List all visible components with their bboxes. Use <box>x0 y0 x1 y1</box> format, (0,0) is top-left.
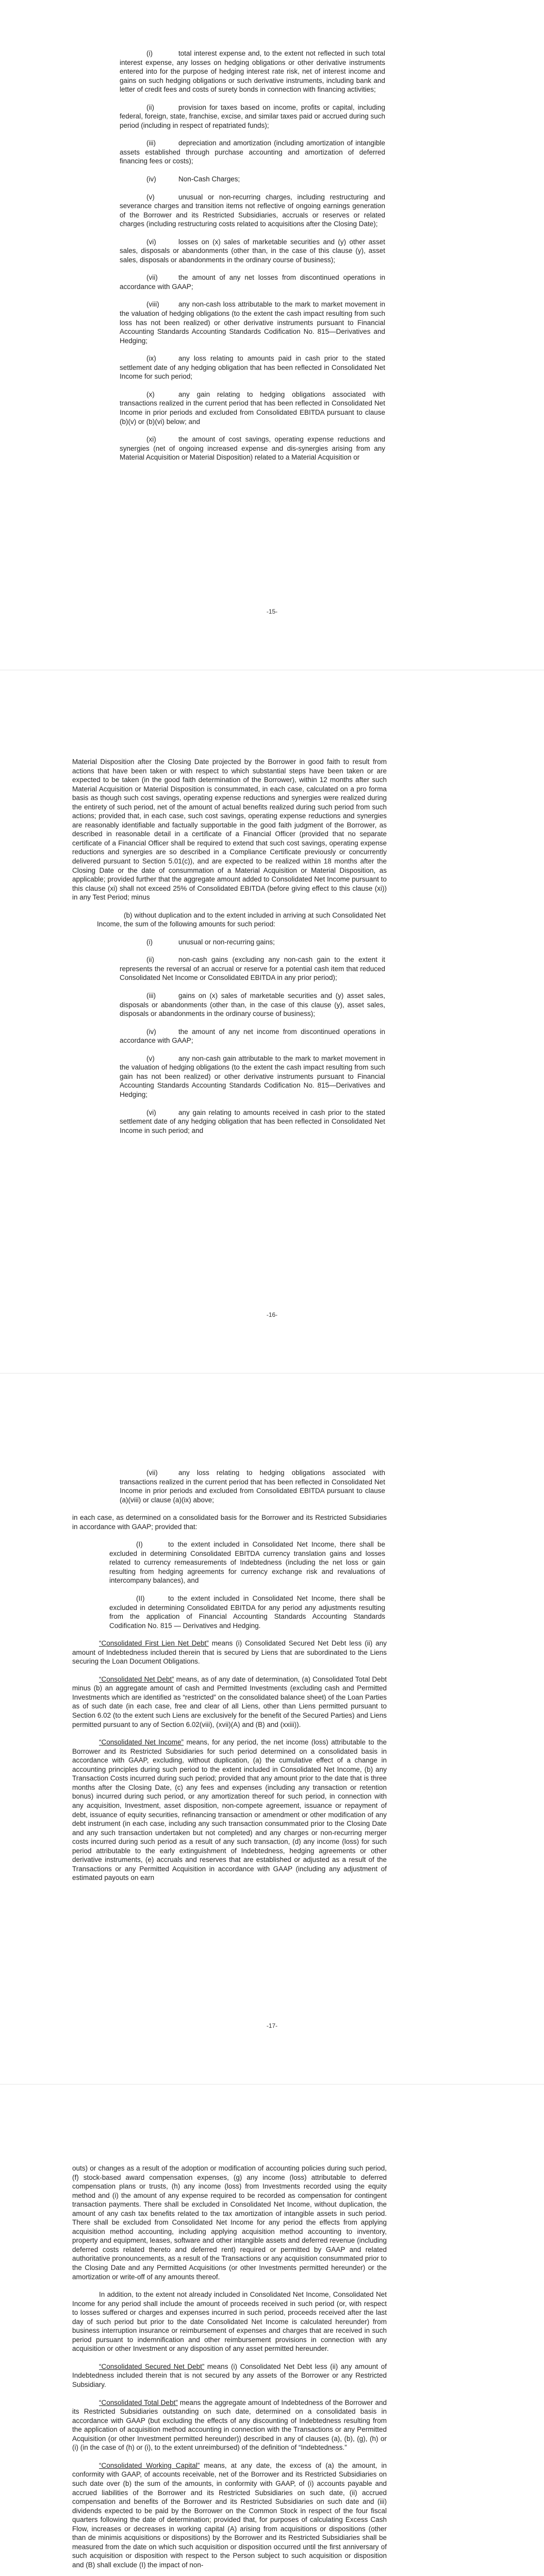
clause-b-lead: (b) without duplication and to the extent included in arriving at such Consolidated Net Income, the sum of the following amounts for such period: <box>97 911 386 928</box>
list-item <box>0 938 385 947</box>
list-item <box>0 955 385 982</box>
item-text: Non-Cash Charges; <box>178 175 240 183</box>
definition-secured-net-debt <box>0 2362 387 2389</box>
defined-term: “Consolidated Net Income” <box>99 1738 184 1747</box>
list-item <box>0 175 385 184</box>
page-16 <box>0 757 544 1144</box>
definition-text: means, for any period, the net income (loss) attributable to the Borrower and its Restricted Subsidiaries for such period determined on a consolidated basis in accordance with GAAP, excluding, without duplication, (a) the cumulative effect of a change in accounting principles during such period to the extent included in Consolidated Net Income, (b) any Transaction Costs incurred during such period; provided that any amount prior to the date that is three months after the Closing Date, (c) any fees and expenses (including any transaction or retention bonus) incurred during such period, or any amortization thereof for such period, in connection with any acquisition, Investment, asset disposition, non-compete agreement, issuance or repayment of debt, issuance of equity securities, refinancing transaction or amendment or other modification of any debt instrument (in each case, including any such transaction consummated prior to the Closing Date and any such transaction undertaken but not completed) and any charges or non-recurring merger costs incurred during such period as a result of any such transaction, (d) any income (loss) for such period attributable to the early extinguishment of Indebtedness, hedging agreements or other derivative instruments, (e) accruals and reserves that are established or adjusted as a result of the Transactions or any Permitted Acquisition in accordance with GAAP (including any adjustment of estimated payouts on earn <box>72 1738 387 1882</box>
list-item <box>0 354 385 381</box>
page-number: -15- <box>266 608 278 615</box>
list-item <box>0 193 385 229</box>
definition-working-capital <box>0 2461 387 2570</box>
item-text: unusual or non-recurring gains; <box>178 938 275 946</box>
definition-first-lien-net-debt <box>0 1639 387 1666</box>
clause-b-items <box>0 938 544 1135</box>
page-number: -16- <box>266 1311 278 1318</box>
item-text: total interest expense and, to the extent not reflected in such total interest expense, any losses on hedging obligations or other derivative instruments entered into for the purpose of hedging interest rate risk, net of interest income and gains on such hedging obligations or such derivative instruments, including bank and letter of credit fees and costs of surety bonds in connection with financing activities; <box>120 49 385 94</box>
item-number: (iii) <box>146 139 156 147</box>
clause-b-item-vii <box>0 1468 385 1504</box>
list-item <box>0 49 385 94</box>
list-item <box>0 238 385 265</box>
item-number: (i) <box>146 49 153 57</box>
item-number: (ix) <box>146 354 156 363</box>
clause-a-items <box>0 49 544 462</box>
addition-paragraph: In addition, to the extent not already included in Consolidated Net Income, Consolidated Net Income for any period shall include the amount of proceeds received in such period (or, with respect to losses suffered or charges and expenses incurred in such period, proceeds received after the last day of such period but prior to the date Consolidated Net Income is calculated hereunder) from business interruption insurance or reimbursement of expenses and charges that are received in such period pursuant to indemnification and other reimbursement provisions in connection with any acquisition or other Investment or any disposition of any asset permitted hereunder. <box>72 2291 387 2353</box>
item-text: losses on (x) sales of marketable securities and (y) other asset sales, disposals or abandonments (other than, in the case of this clause (y), asset sales, disposals or abandonments in the ordinary course of business); <box>120 238 385 264</box>
defined-term: “Consolidated Secured Net Debt” <box>99 2362 205 2370</box>
item-number: (iv) <box>146 1027 156 1036</box>
item-number: (iii) <box>146 992 156 1000</box>
item-text: unusual or non-recurring charges, including restructuring and severance charges and transition items not reflective of ongoing earnings generation of the Borrower and its Restricted Subsidiaries, accruals or reserves or related charges (including restructuring costs related to acquisitions after the Closing Date); <box>120 193 385 228</box>
list-item <box>0 1108 385 1136</box>
item-number: (vi) <box>146 1108 156 1116</box>
item-text: any non-cash loss attributable to the mark to market movement in the valuation of hedging obligations (to the extent the cash impact resulting from such loss has not been realized) or other derivative instruments pursuant to Financial Accounting Standards Accounting Standards Codification No. 815—Derivatives and Hedging; <box>120 300 385 345</box>
definition-text: means the aggregate amount of Indebtedness of the Borrower and its Restricted Subsidiaries outstanding on such date, determined on a consolidated basis in accordance with GAAP (but excluding the effects of any discounting of Indebtedness resulting from the application of acquisition method accounting in connection with the Transactions or any Permitted Acquisition (or other Investment permitted hereunder)) described in any of clauses (a), (b), (g), (h) or (i) (in the case of (h) or (i), to the extent unreimbursed) of the definition of “Indebtedness.” <box>72 2398 387 2452</box>
item-number: (vii) <box>146 1469 158 1477</box>
definition-text: means, at any date, the excess of (a) the amount, in conformity with GAAP, of accounts receivable, net of the Borrower and its Restricted Subsidiaries on such date over (b) the sum of the amounts, in conformity with GAAP, of (i) accounts payable and accrued liabilities of the Borrower and its Restricted Subsidiaries on such date, (ii) accrued compensation and benefits of the Borrower and its Restricted Subsidiaries on such date and (iii) dividends expected to be paid by the Borrower on the Common Stock in respect of the four fiscal quarters following the date of determination; provided that, for purposes of calculating Excess Cash Flow, increases or decreases in working capital (A) arising from acquisitions or dispositions (other than de minimis acquisitions or dispositions) by the Borrower and its Restricted Subsidiaries shall be measured from the date on which such acquisition or disposition occurred until the first anniversary of such acquisition or disposition with respect to the Person subject to such acquisition or disposition and (B) shall exclude (I) the impact of non- <box>72 2461 387 2569</box>
item-text: any loss relating to hedging obligations associated with transactions realized in the current period that has been reflected in Consolidated Net Income in prior periods and excluded from Consolidated EBITDA pursuant to clause (a)(viii) or clause (a)(ix) above; <box>120 1469 385 1504</box>
item-number: (ii) <box>146 103 154 111</box>
list-item <box>0 991 385 1019</box>
item-number: (v) <box>146 1054 155 1062</box>
item-text: to the extent included in Consolidated Net Income, there shall be excluded in determining Consolidated EBITDA for any period any adjustments resulting from the application of Financial Accounting Standards Accounting Standards Codification No. 815 — Derivatives and Hedging. <box>109 1595 385 1630</box>
list-item <box>0 273 385 291</box>
item-text: to the extent included in Consolidated Net Income, there shall be excluded in determining Consolidated EBITDA currency translation gains and losses related to currency remeasurements of Indebtedness (including the net loss or gain resulting from hedging agreements for currency exchange risk and revaluations of intercompany balances), and <box>109 1540 385 1585</box>
item-number: (i) <box>146 938 153 946</box>
list-item <box>0 1594 385 1630</box>
list-item <box>0 1027 385 1045</box>
item-number: (vii) <box>146 274 158 282</box>
page-number: -17- <box>266 2022 278 2029</box>
definition-total-debt <box>0 2398 387 2452</box>
page-17 <box>0 1468 544 1891</box>
item-text: the amount of any net losses from discontinued operations in accordance with GAAP; <box>120 274 385 291</box>
list-item <box>0 1054 385 1099</box>
item-text: gains on (x) sales of marketable securities and (y) asset sales, disposals or abandonments (other than, in the case of this clause (y), asset sales, disposals or abandonments in the ordinary course of business); <box>120 992 385 1018</box>
list-item <box>0 300 385 345</box>
item-text: any loss relating to amounts paid in cash prior to the stated settlement date of any hedging obligation that has been reflected in Consolidated Net Income for such period; <box>120 354 385 381</box>
item-text: provision for taxes based on income, profits or capital, including federal, foreign, state, franchise, excise, and similar taxes paid or accrued during such period (including in respect of repatriated funds); <box>120 103 385 129</box>
item-number: (iv) <box>146 175 156 183</box>
item-text: any gain relating to amounts received in cash prior to the stated settlement date of any hedging obligation that has been reflected in Consolidated Net Income in such period; and <box>120 1108 385 1134</box>
defined-term: “Consolidated Working Capital” <box>99 2461 200 2469</box>
definition-net-debt <box>0 1675 387 1729</box>
continuation-paragraph: Material Disposition after the Closing Date projected by the Borrower in good faith to result from actions that have been taken or with respect to which substantial steps have been taken or are expected to be taken (in the good faith determination of the Borrower), within 12 months after such Material Acquisition or Material Disposition is consummated, in each case, calculated on a pro forma basis as though such cost savings, operating expense reductions and synergies were realized during the entirety of such period, net of the amount of actual benefits realized during such period from such actions; provided that, in each case, such cost savings, operating expense reductions and synergies are reasonably identifiable and factually supportable in the good faith judgment of the Borrower, as described in reasonable detail in a certificate of a Financial Officer (provided that no separate certificate of a Financial Officer shall be required to extend that such cost savings, operating expense reductions and synergies are so described in a Compliance Certificate previously or concurrently delivered pursuant to Section 5.01(c)), and are expected to be realized within 18 months after the Closing Date or the date of consummation of a Material Acquisition or Material Disposition, as applicable; provided further that the aggregate amount added to Consolidated Net Income pursuant to this clause (xi) shall not exceed 25% of Consolidated EBITDA (before giving effect to this clause (xi)) in any Test Period; minus <box>72 758 387 902</box>
item-number: (ii) <box>146 956 154 964</box>
item-number: (vi) <box>146 238 156 246</box>
continuation-paragraph: outs) or changes as a result of the adoption or modification of accounting policies during such period, (f) stock-based award compensation expenses, (g) any income (loss) attributable to deferred compensation plans or trusts, (h) any income (loss) from Investments recorded using the equity method and (i) the amount of any expense required to be recorded as compensation for contingent transaction payments. There shall be excluded in Consolidated Net Income, without duplication, the amount of any cash tax benefits related to the tax amortization of intangible assets in such period. There shall be excluded from Consolidated Net Income for any period the effects from applying acquisition method accounting, including applying acquisition method accounting to inventory, property and equipment, leases, software and other intangible assets and deferred revenue (including deferred costs related thereto and deferred rent) required or permitted by GAAP and related authoritative pronouncements, as a result of the Transactions or any acquisition consummated prior to the Closing Date and any Permitted Acquisitions (or other Investments permitted hereunder) or the amortization or write-off of any amounts thereof. <box>72 2164 387 2281</box>
list-item <box>0 390 385 426</box>
list-item <box>0 139 385 166</box>
page-divider <box>0 1373 544 1374</box>
item-text: the amount of any net income from discontinued operations in accordance with GAAP; <box>120 1027 385 1045</box>
item-number: (I) <box>136 1540 143 1549</box>
in-each-case-paragraph: in each case, as determined on a consolidated basis for the Borrower and its Restricted Subsidiaries in accordance with GAAP; provided that: <box>72 1514 387 1531</box>
item-number: (x) <box>146 390 155 398</box>
item-text: depreciation and amortization (including amortization of intangible assets established through purchase accounting and amortization of deferred financing fees or costs); <box>120 139 385 165</box>
item-number: (viii) <box>146 300 159 309</box>
definition-text: means (i) Consolidated Secured Net Debt less (ii) any amount of Indebtedness included therein that is secured by Liens that are subordinated to the Liens securing the Loan Document Obligations. <box>72 1639 387 1666</box>
definition-net-income <box>0 1738 387 1883</box>
item-text: non-cash gains (excluding any non-cash gain to the extent it represents the reversal of an accrual or reserve for a potential cash item that reduced Consolidated Net Income or Consolidated EBITDA in any prior period); <box>120 956 385 982</box>
page-15 <box>0 49 544 471</box>
list-item <box>0 435 385 462</box>
proviso-items <box>0 1540 544 1630</box>
item-number: (xi) <box>146 435 156 444</box>
defined-term: “Consolidated Total Debt” <box>99 2398 178 2406</box>
definition-text: means (i) Consolidated Net Debt less (ii) any amount of Indebtedness included therein that is not secured by any assets of the Borrower or any Restricted Subsidiary. <box>72 2362 387 2389</box>
definition-text: means, as of any date of determination, (a) Consolidated Total Debt minus (b) an aggregate amount of cash and Permitted Investments (excluding cash and Permitted Investments which are identified as “restricted” on the consolidated balance sheet) of the Loan Parties as of such date (in each case, free and clear of all Liens, other than Liens permitted pursuant to Section 6.02 (to the extent such Liens are exclusively for the benefit of the Secured Parties) and Liens permitted pursuant to any of Section 6.02(viii), (xvii)(A) and (B) and (xxiii)). <box>72 1675 387 1728</box>
item-number: (II) <box>136 1595 145 1603</box>
item-text: the amount of cost savings, operating expense reductions and synergies (net of ongoing increased expense and dis-synergies arising from any Material Acquisition or Material Disposition) related to a Material Acquisition or <box>120 435 385 462</box>
defined-term: “Consolidated Net Debt” <box>99 1675 174 1683</box>
defined-term: “Consolidated First Lien Net Debt” <box>99 1639 209 1648</box>
item-number: (v) <box>146 193 155 201</box>
list-item <box>0 1540 385 1585</box>
item-text: any non-cash gain attributable to the mark to market movement in the valuation of hedging obligations (to the extent the cash impact resulting from such gain has not been realized) or other derivative instruments pursuant to Financial Accounting Standards Accounting Standards Codification No. 815—Derivatives and Hedging; <box>120 1054 385 1098</box>
item-text: any gain relating to hedging obligations associated with transactions realized in the current period that has been reflected in Consolidated Net Income in prior periods and excluded from Consolidated EBITDA pursuant to clause (b)(v) or (b)(vi) below; and <box>120 390 385 426</box>
page-18 <box>0 2164 544 2576</box>
list-item <box>0 103 385 130</box>
